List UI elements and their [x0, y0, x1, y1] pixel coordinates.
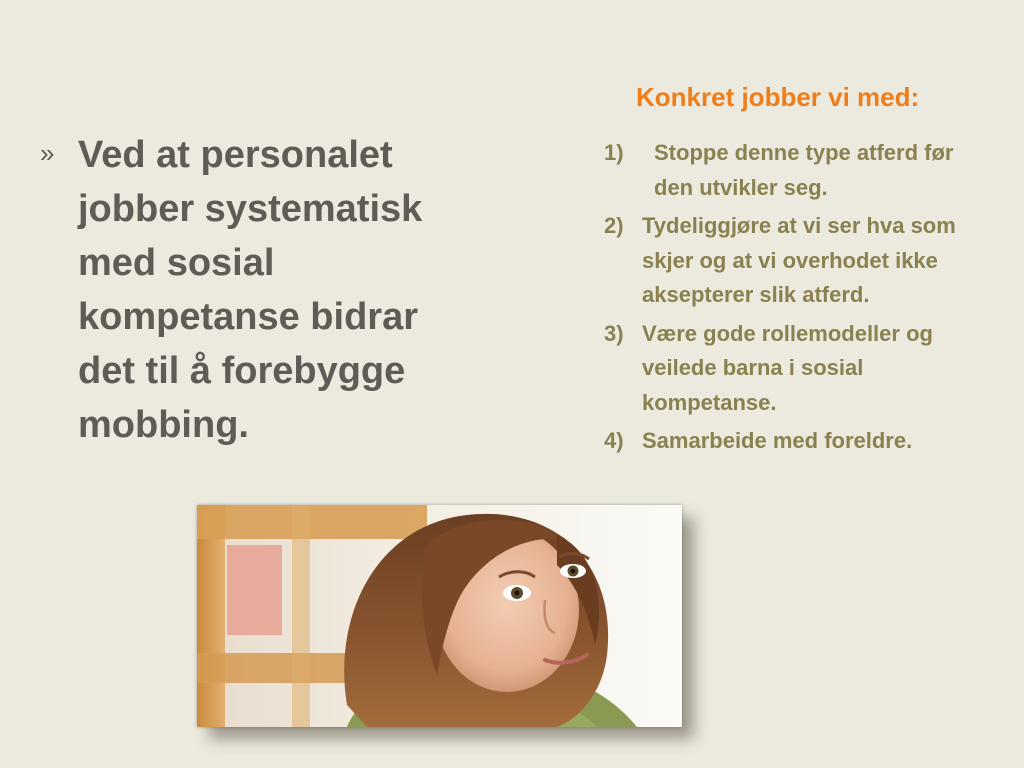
list-item — [604, 424, 994, 459]
list-heading: Konkret jobber vi med: — [636, 82, 920, 112]
bullet-marker: » — [40, 138, 55, 168]
list-item-text: Være gode rollemodeller og veilede barna i sosial kompetanse. — [642, 320, 933, 415]
main-statement-text: Ved at personalet jobber systematisk med sosial kompetanse bidrar det til å forebygge mobbing. — [78, 134, 423, 446]
list-item-text: Samarbeide med foreldre. — [642, 428, 913, 453]
list-item-number: 2) — [604, 213, 624, 238]
list-item-number: 3) — [604, 320, 624, 346]
list-item — [604, 317, 994, 421]
main-bullet-point — [40, 128, 460, 452]
list-item — [604, 136, 994, 205]
action-list — [604, 136, 994, 463]
list-item — [604, 209, 994, 313]
list-item-text: Tydeliggjøre at vi ser hva som skjer og at vi overhodet ikke aksepterer slik atferd. — [642, 213, 956, 307]
list-item-text: Stoppe denne type atferd før den utvikler seg. — [654, 140, 954, 200]
list-item-number: 1) — [604, 140, 624, 165]
child-portrait-photo — [197, 505, 682, 727]
list-item-number: 4) — [604, 428, 624, 453]
photo-illustration — [197, 505, 682, 727]
